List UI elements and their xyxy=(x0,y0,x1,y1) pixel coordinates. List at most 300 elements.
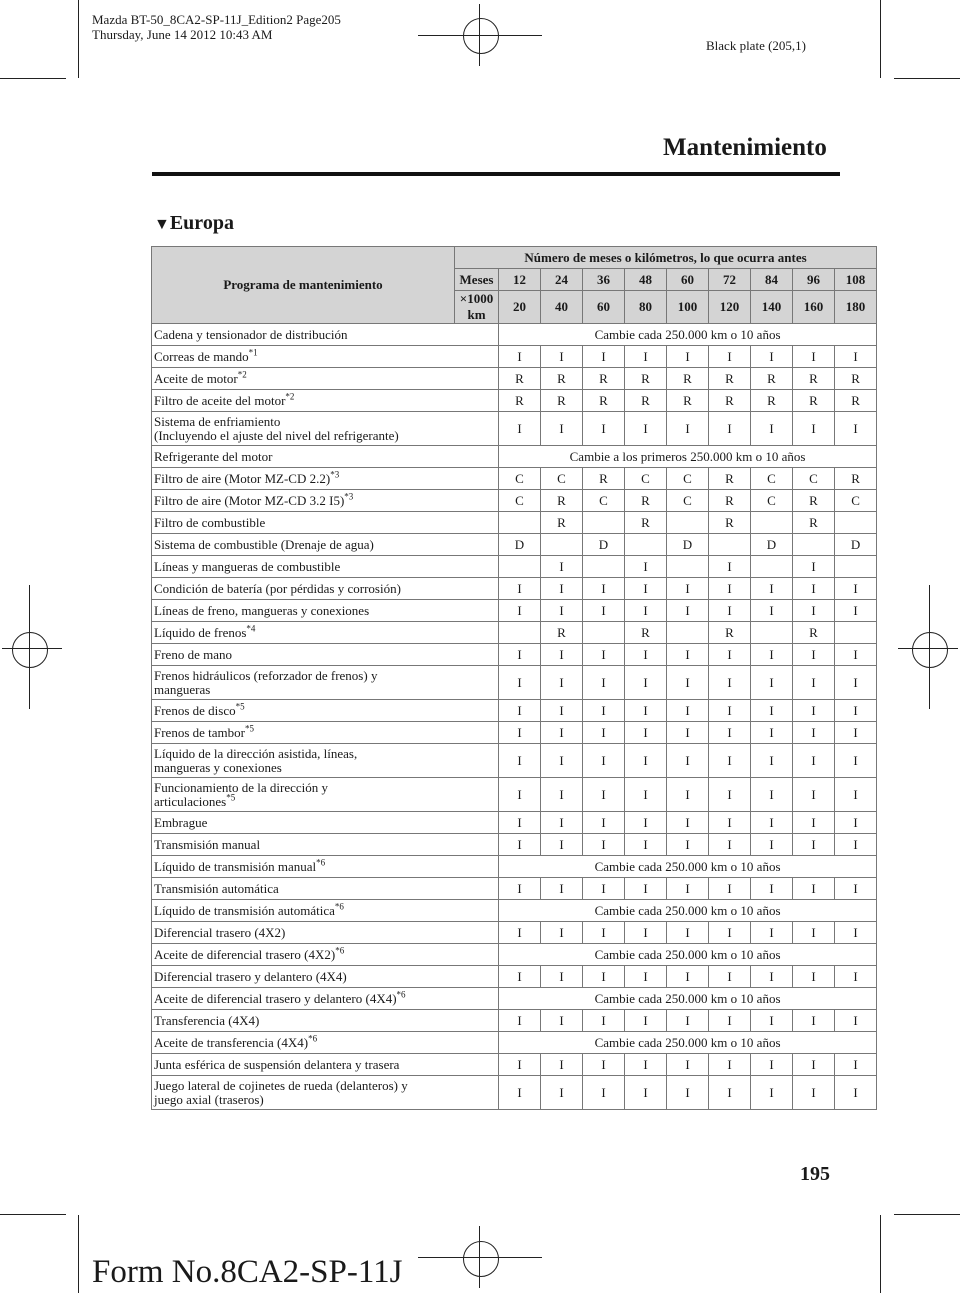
item-label: Freno de mano xyxy=(154,646,232,662)
schedule-cell: I xyxy=(541,834,583,856)
schedule-cell: I xyxy=(667,722,709,744)
schedule-cell: I xyxy=(625,744,667,778)
schedule-cell: I xyxy=(625,644,667,666)
item-label: Líneas de freno, mangueras y conexiones xyxy=(154,602,370,618)
item-label-cont: mangueras xyxy=(154,681,211,697)
schedule-cell: R xyxy=(541,490,583,512)
table-row xyxy=(152,878,877,900)
interval-group-header: Número de meses o kilómetros, lo que ocurra antes xyxy=(455,247,877,269)
maintenance-item xyxy=(152,346,499,368)
schedule-cell: I xyxy=(709,722,751,744)
item-label: Aceite de motor xyxy=(154,370,238,386)
item-label: Sistema de enfriamiento xyxy=(154,413,281,429)
schedule-cell: D xyxy=(583,534,625,556)
maintenance-item xyxy=(152,1010,499,1032)
schedule-cell: I xyxy=(625,1076,667,1110)
schedule-cell: R xyxy=(541,368,583,390)
schedule-cell: I xyxy=(751,1010,793,1032)
schedule-cell: I xyxy=(709,778,751,812)
schedule-cell: R xyxy=(499,390,541,412)
schedule-cell: I xyxy=(709,346,751,368)
item-label: Funcionamiento de la dirección y xyxy=(154,779,329,795)
footnote-ref: *5 xyxy=(244,723,254,734)
registration-mark-icon xyxy=(463,1241,499,1277)
schedule-cell: R xyxy=(625,390,667,412)
table-row xyxy=(152,1032,877,1054)
schedule-cell xyxy=(541,534,583,556)
schedule-cell: R xyxy=(625,368,667,390)
schedule-cell: I xyxy=(751,722,793,744)
maintenance-item xyxy=(152,512,499,534)
table-row xyxy=(152,556,877,578)
table-row xyxy=(152,534,877,556)
schedule-cell: I xyxy=(751,1054,793,1076)
schedule-cell: I xyxy=(541,600,583,622)
schedule-cell xyxy=(835,512,877,534)
item-label: Embrague xyxy=(154,814,208,830)
schedule-cell: I xyxy=(709,1010,751,1032)
footnote-ref: *6 xyxy=(334,901,344,912)
interval-note: Cambie cada 250.000 km o 10 años xyxy=(499,1032,877,1054)
file-name: Mazda BT-50_8CA2-SP-11J_Edition2 Page205 xyxy=(92,12,341,27)
schedule-cell: I xyxy=(499,812,541,834)
schedule-cell: I xyxy=(793,1010,835,1032)
schedule-cell: I xyxy=(835,834,877,856)
maintenance-item xyxy=(152,834,499,856)
schedule-cell: I xyxy=(541,722,583,744)
schedule-cell: I xyxy=(541,412,583,446)
file-header xyxy=(92,12,341,42)
schedule-cell: I xyxy=(499,644,541,666)
schedule-cell: I xyxy=(541,744,583,778)
schedule-cell: I xyxy=(793,644,835,666)
crop-mark xyxy=(2,648,62,649)
schedule-cell: I xyxy=(499,878,541,900)
schedule-cell: I xyxy=(541,778,583,812)
schedule-cell: I xyxy=(709,412,751,446)
schedule-cell: I xyxy=(541,812,583,834)
schedule-cell: I xyxy=(583,644,625,666)
item-label: Transmisión automática xyxy=(154,880,279,896)
section-rule xyxy=(152,172,840,176)
schedule-cell xyxy=(751,622,793,644)
maintenance-item xyxy=(152,722,499,744)
item-label: Filtro de aceite del motor xyxy=(154,392,286,408)
registration-mark-icon xyxy=(12,632,48,668)
item-label: Frenos de tambor xyxy=(154,724,245,740)
months-value: 24 xyxy=(541,269,583,291)
schedule-cell: R xyxy=(541,512,583,534)
schedule-cell: I xyxy=(751,346,793,368)
schedule-cell: I xyxy=(835,412,877,446)
schedule-cell: I xyxy=(625,834,667,856)
crop-mark xyxy=(78,1215,79,1293)
schedule-cell: R xyxy=(625,622,667,644)
footnote-ref: *2 xyxy=(285,391,295,402)
table-row xyxy=(152,1010,877,1032)
item-label: Refrigerante del motor xyxy=(154,448,273,464)
schedule-cell: I xyxy=(541,1010,583,1032)
schedule-cell: I xyxy=(667,1054,709,1076)
maintenance-item xyxy=(152,1032,499,1054)
months-value: 96 xyxy=(793,269,835,291)
schedule-cell xyxy=(709,534,751,556)
schedule-cell: I xyxy=(709,1076,751,1110)
schedule-cell: I xyxy=(625,778,667,812)
schedule-cell: R xyxy=(667,368,709,390)
table-row xyxy=(152,578,877,600)
schedule-cell: I xyxy=(625,666,667,700)
schedule-cell: I xyxy=(793,778,835,812)
table-row xyxy=(152,812,877,834)
schedule-cell: I xyxy=(751,922,793,944)
footnote-ref: *6 xyxy=(308,1033,318,1044)
schedule-cell: I xyxy=(793,722,835,744)
schedule-cell: I xyxy=(835,812,877,834)
schedule-cell: I xyxy=(751,834,793,856)
schedule-cell: I xyxy=(793,346,835,368)
schedule-cell: I xyxy=(583,600,625,622)
schedule-cell: I xyxy=(793,878,835,900)
schedule-cell: I xyxy=(793,966,835,988)
schedule-cell xyxy=(793,534,835,556)
crop-mark xyxy=(418,35,542,36)
maintenance-item xyxy=(152,600,499,622)
schedule-cell xyxy=(499,622,541,644)
schedule-cell: C xyxy=(793,468,835,490)
schedule-cell: I xyxy=(751,600,793,622)
schedule-cell: I xyxy=(625,922,667,944)
schedule-cell: R xyxy=(835,468,877,490)
crop-mark xyxy=(929,585,930,709)
months-value: 36 xyxy=(583,269,625,291)
schedule-cell: I xyxy=(583,812,625,834)
schedule-cell: I xyxy=(499,966,541,988)
km-value: 120 xyxy=(709,291,751,324)
maintenance-item xyxy=(152,622,499,644)
schedule-cell: R xyxy=(583,390,625,412)
km-value: 100 xyxy=(667,291,709,324)
footnote-ref: *5 xyxy=(226,792,236,803)
maintenance-item xyxy=(152,944,499,966)
schedule-cell: I xyxy=(667,644,709,666)
schedule-cell: I xyxy=(583,700,625,722)
maintenance-item xyxy=(152,778,499,812)
schedule-cell: I xyxy=(499,666,541,700)
schedule-cell: C xyxy=(499,490,541,512)
item-label: Filtro de aire (Motor MZ-CD 2.2) xyxy=(154,470,331,486)
months-value: 108 xyxy=(835,269,877,291)
schedule-cell: I xyxy=(583,966,625,988)
item-label: Líneas y mangueras de combustible xyxy=(154,558,341,574)
schedule-cell: I xyxy=(541,1054,583,1076)
maintenance-item xyxy=(152,446,499,468)
schedule-cell: R xyxy=(583,368,625,390)
table-row xyxy=(152,600,877,622)
schedule-cell: I xyxy=(541,556,583,578)
schedule-cell: I xyxy=(583,744,625,778)
schedule-cell: I xyxy=(751,744,793,778)
item-label-cont: juego axial (traseros) xyxy=(154,1091,264,1107)
schedule-cell: I xyxy=(793,700,835,722)
schedule-cell: R xyxy=(709,622,751,644)
page-number: 195 xyxy=(800,1163,830,1185)
maintenance-schedule-table xyxy=(151,246,877,1110)
km-value: 60 xyxy=(583,291,625,324)
months-value: 60 xyxy=(667,269,709,291)
schedule-cell: I xyxy=(499,1010,541,1032)
schedule-cell: I xyxy=(751,578,793,600)
schedule-cell: I xyxy=(751,412,793,446)
item-label: Filtro de combustible xyxy=(154,514,266,530)
schedule-cell: I xyxy=(835,778,877,812)
interval-note: Cambie cada 250.000 km o 10 años xyxy=(499,988,877,1010)
maintenance-item xyxy=(152,368,499,390)
schedule-cell: I xyxy=(667,666,709,700)
table-row xyxy=(152,1054,877,1076)
maintenance-item xyxy=(152,644,499,666)
item-label: Juego lateral de cojinetes de rueda (delanteros) y xyxy=(154,1077,408,1093)
schedule-cell: I xyxy=(793,744,835,778)
item-label: Líquido de frenos xyxy=(154,624,247,640)
schedule-cell: I xyxy=(835,722,877,744)
schedule-cell: I xyxy=(835,1076,877,1110)
schedule-cell: I xyxy=(667,966,709,988)
schedule-cell: R xyxy=(541,622,583,644)
schedule-cell: I xyxy=(709,700,751,722)
item-label: Cadena y tensionador de distribución xyxy=(154,326,348,342)
maintenance-item xyxy=(152,922,499,944)
schedule-cell: I xyxy=(835,600,877,622)
maintenance-item xyxy=(152,1076,499,1110)
schedule-cell: I xyxy=(541,578,583,600)
header-row-group xyxy=(152,247,877,269)
schedule-cell: I xyxy=(625,722,667,744)
form-number: Form No.8CA2-SP-11J xyxy=(92,1254,403,1290)
schedule-cell: C xyxy=(835,490,877,512)
table-row xyxy=(152,744,877,778)
footnote-ref: *3 xyxy=(344,491,354,502)
km-value: 20 xyxy=(499,291,541,324)
schedule-cell: R xyxy=(499,368,541,390)
maintenance-item xyxy=(152,412,499,446)
schedule-cell: I xyxy=(499,346,541,368)
crop-mark xyxy=(29,585,30,709)
schedule-cell: I xyxy=(751,644,793,666)
crop-mark xyxy=(898,648,958,649)
crop-mark xyxy=(0,78,66,79)
schedule-cell: I xyxy=(793,812,835,834)
item-label: Correas de mando xyxy=(154,348,249,364)
schedule-cell: R xyxy=(835,390,877,412)
schedule-cell xyxy=(583,622,625,644)
triangle-down-icon: ▼ xyxy=(154,216,170,233)
schedule-cell: I xyxy=(667,834,709,856)
schedule-cell: I xyxy=(751,778,793,812)
schedule-cell: I xyxy=(835,346,877,368)
schedule-cell: I xyxy=(793,412,835,446)
schedule-cell: C xyxy=(625,468,667,490)
schedule-cell: I xyxy=(625,346,667,368)
item-label: Frenos de disco xyxy=(154,702,236,718)
schedule-cell: R xyxy=(835,368,877,390)
maintenance-item xyxy=(152,578,499,600)
schedule-cell: I xyxy=(793,578,835,600)
item-label: Líquido de transmisión manual xyxy=(154,858,317,874)
schedule-cell: I xyxy=(667,1076,709,1110)
schedule-cell: I xyxy=(625,412,667,446)
subsection-heading xyxy=(154,212,234,235)
schedule-cell xyxy=(583,512,625,534)
schedule-cell: R xyxy=(709,512,751,534)
footnote-ref: *5 xyxy=(235,701,245,712)
schedule-cell: C xyxy=(751,468,793,490)
months-value: 72 xyxy=(709,269,751,291)
maintenance-item xyxy=(152,900,499,922)
footnote-ref: *6 xyxy=(396,989,406,1000)
months-value: 48 xyxy=(625,269,667,291)
item-label: Diferencial trasero y delantero (4X4) xyxy=(154,968,347,984)
maintenance-item xyxy=(152,700,499,722)
table-row xyxy=(152,324,877,346)
schedule-cell: R xyxy=(793,368,835,390)
schedule-cell: I xyxy=(793,666,835,700)
schedule-cell xyxy=(499,512,541,534)
crop-mark xyxy=(880,0,881,78)
schedule-cell: I xyxy=(625,700,667,722)
schedule-cell: I xyxy=(667,700,709,722)
schedule-cell: I xyxy=(709,812,751,834)
footnote-ref: *6 xyxy=(335,945,345,956)
schedule-cell: I xyxy=(751,812,793,834)
schedule-cell: I xyxy=(751,966,793,988)
schedule-cell: I xyxy=(583,834,625,856)
schedule-cell: R xyxy=(709,490,751,512)
schedule-cell: R xyxy=(793,490,835,512)
item-label: Diferencial trasero (4X2) xyxy=(154,924,286,940)
schedule-cell: I xyxy=(709,644,751,666)
schedule-cell: I xyxy=(499,834,541,856)
schedule-cell: I xyxy=(667,878,709,900)
table-row xyxy=(152,622,877,644)
schedule-cell: D xyxy=(835,534,877,556)
months-label: Meses xyxy=(455,269,499,291)
maintenance-item xyxy=(152,966,499,988)
schedule-cell xyxy=(583,556,625,578)
schedule-cell: I xyxy=(751,878,793,900)
schedule-cell: R xyxy=(793,512,835,534)
footnote-ref: *6 xyxy=(316,857,326,868)
schedule-cell: C xyxy=(751,490,793,512)
months-value: 84 xyxy=(751,269,793,291)
schedule-cell xyxy=(667,622,709,644)
interval-note: Cambie cada 250.000 km o 10 años xyxy=(499,324,877,346)
schedule-cell: I xyxy=(835,966,877,988)
schedule-cell: I xyxy=(709,834,751,856)
maintenance-item xyxy=(152,468,499,490)
schedule-cell: I xyxy=(499,744,541,778)
table-row xyxy=(152,1076,877,1110)
schedule-cell: C xyxy=(499,468,541,490)
table-row xyxy=(152,346,877,368)
schedule-cell xyxy=(835,556,877,578)
schedule-cell: I xyxy=(583,922,625,944)
crop-mark xyxy=(894,1214,960,1215)
schedule-cell: R xyxy=(709,390,751,412)
schedule-cell: I xyxy=(793,834,835,856)
schedule-cell: I xyxy=(499,412,541,446)
table-row xyxy=(152,446,877,468)
schedule-cell: I xyxy=(499,778,541,812)
table-row xyxy=(152,468,877,490)
schedule-cell: I xyxy=(583,1076,625,1110)
schedule-cell: I xyxy=(541,666,583,700)
schedule-cell: I xyxy=(541,1076,583,1110)
item-label: Transferencia (4X4) xyxy=(154,1012,260,1028)
schedule-cell: I xyxy=(751,1076,793,1110)
table-row xyxy=(152,368,877,390)
schedule-cell: I xyxy=(793,922,835,944)
schedule-cell: I xyxy=(835,700,877,722)
schedule-cell: I xyxy=(499,700,541,722)
schedule-cell xyxy=(499,556,541,578)
table-row xyxy=(152,900,877,922)
crop-mark xyxy=(78,0,79,78)
plate-label: Black plate (205,1) xyxy=(706,38,806,53)
table-row xyxy=(152,856,877,878)
schedule-cell xyxy=(751,556,793,578)
schedule-cell: I xyxy=(835,744,877,778)
schedule-cell: I xyxy=(709,966,751,988)
schedule-cell: R xyxy=(709,368,751,390)
schedule-cell: R xyxy=(625,512,667,534)
item-label: Aceite de transferencia (4X4) xyxy=(154,1034,309,1050)
item-label: Aceite de diferencial trasero (4X2) xyxy=(154,946,336,962)
table-row xyxy=(152,700,877,722)
table-row xyxy=(152,922,877,944)
item-label: Líquido de transmisión automática xyxy=(154,902,335,918)
schedule-cell: I xyxy=(709,556,751,578)
schedule-cell: I xyxy=(625,600,667,622)
schedule-cell: I xyxy=(751,700,793,722)
schedule-cell: I xyxy=(583,878,625,900)
schedule-cell: I xyxy=(835,644,877,666)
schedule-cell: I xyxy=(625,812,667,834)
schedule-cell: I xyxy=(709,578,751,600)
maintenance-item xyxy=(152,666,499,700)
schedule-cell: C xyxy=(667,490,709,512)
schedule-cell: R xyxy=(793,390,835,412)
schedule-cell: I xyxy=(541,966,583,988)
crop-mark xyxy=(880,1215,881,1293)
program-header: Programa de mantenimiento xyxy=(152,247,455,324)
schedule-cell: I xyxy=(499,722,541,744)
table-row xyxy=(152,490,877,512)
schedule-cell: R xyxy=(709,468,751,490)
table-row xyxy=(152,778,877,812)
table-row xyxy=(152,988,877,1010)
schedule-cell: I xyxy=(625,1054,667,1076)
schedule-cell: I xyxy=(751,666,793,700)
schedule-cell: D xyxy=(499,534,541,556)
table-row xyxy=(152,834,877,856)
section-title: Mantenimiento xyxy=(663,134,827,161)
item-label: Aceite de diferencial trasero y delantero (4X4) xyxy=(154,990,397,1006)
item-label: Sistema de combustible (Drenaje de agua) xyxy=(154,536,374,552)
schedule-cell: I xyxy=(793,1076,835,1110)
maintenance-item xyxy=(152,556,499,578)
maintenance-item xyxy=(152,390,499,412)
